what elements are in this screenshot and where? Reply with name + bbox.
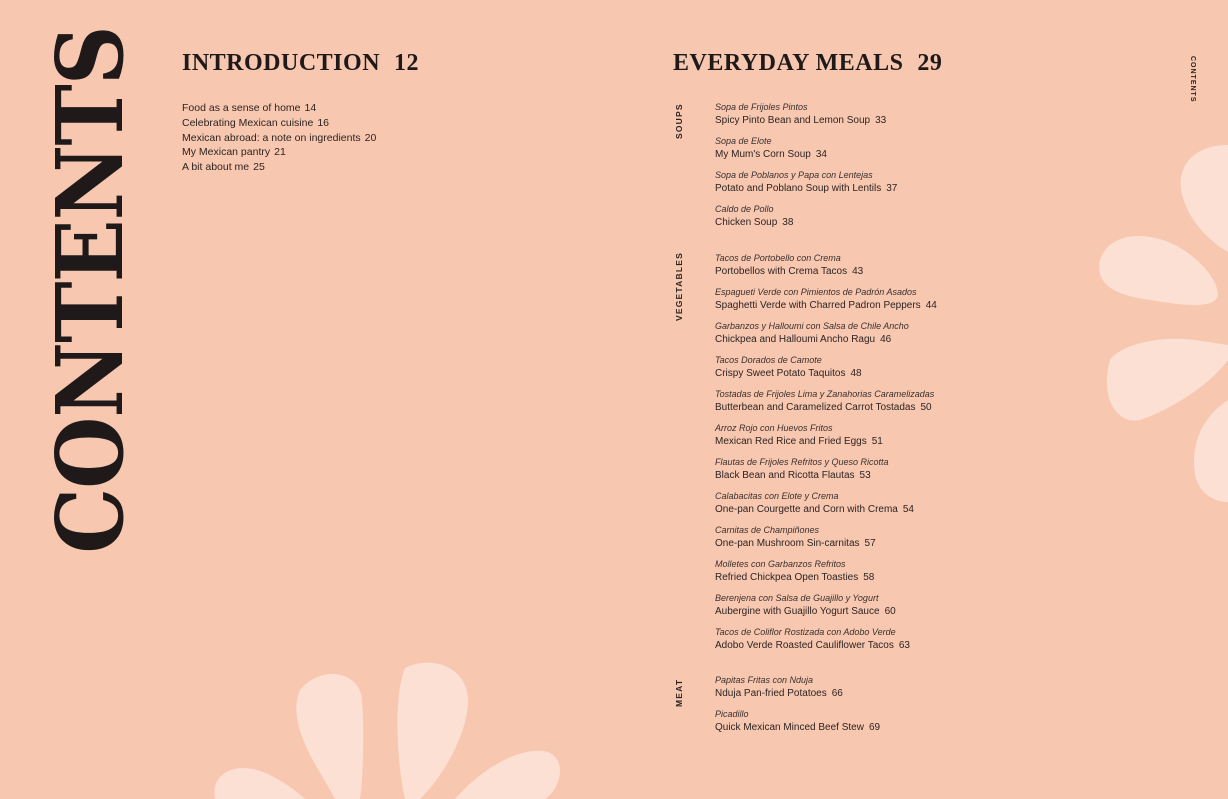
toc-item[interactable]: A bit about me 25 <box>182 161 265 174</box>
introduction-list <box>182 101 376 175</box>
running-head: CONTENTS <box>1189 56 1196 103</box>
introduction-heading: INTRODUCTION 12 <box>182 50 420 76</box>
category-label-vegetables: VEGETABLES <box>674 252 684 321</box>
recipe-item[interactable]: Garbanzos y Halloumi con Salsa de Chile Ancho Chickpea and Halloumi Ancho Ragu 46 <box>715 321 909 345</box>
recipe-item[interactable]: Espagueti Verde con Pimientos de Padrón Asados Spaghetti Verde with Charred Padron Peppers 44 <box>715 287 937 311</box>
recipe-item[interactable]: Tacos Dorados de Camote Crispy Sweet Potato Taquitos 48 <box>715 355 862 379</box>
toc-item[interactable]: Celebrating Mexican cuisine 16 <box>182 116 330 129</box>
everyday-meals-page: 29 <box>917 50 943 76</box>
recipe-item[interactable]: Tacos de Portobello con Crema Portobellos with Crema Tacos 43 <box>715 253 864 277</box>
recipe-item[interactable]: Tostadas de Frijoles Lima y Zanahorias Caramelizadas Butterbean and Caramelized Carrot Tostadas 50 <box>715 389 935 413</box>
toc-item[interactable]: Mexican abroad: a note on ingredients 20 <box>182 131 377 144</box>
everyday-meals-heading: EVERYDAY MEALS 29 <box>673 50 943 76</box>
toc-item[interactable]: My Mexican pantry 21 <box>182 146 286 159</box>
recipe-item[interactable]: Molletes con Garbanzos Refritos Refried Chickpea Open Toasties 58 <box>715 559 875 583</box>
toc-item[interactable]: Food as a sense of home 14 <box>182 102 317 114</box>
category-label-soups: SOUPS <box>674 103 684 139</box>
recipe-item[interactable]: Sopa de Poblanos y Papa con Lentejas Potato and Poblano Soup with Lentils 37 <box>715 170 898 194</box>
recipe-item[interactable]: Sopa de Elote My Mum's Corn Soup 34 <box>715 136 827 160</box>
recipe-item[interactable]: Calabacitas con Elote y Crema One-pan Courgette and Corn with Crema 54 <box>715 491 914 515</box>
recipe-item[interactable]: Picadillo Quick Mexican Minced Beef Stew 69 <box>715 709 881 733</box>
recipe-item[interactable]: Sopa de Frijoles Pintos Spicy Pinto Bean and Lemon Soup 33 <box>715 102 887 126</box>
category-label-meat: MEAT <box>674 678 684 707</box>
recipe-item[interactable]: Carnitas de Champiñones One-pan Mushroom Sin-carnitas 57 <box>715 525 876 549</box>
contents-title: CONTENTS <box>36 26 144 554</box>
recipe-item[interactable]: Flautas de Frijoles Refritos y Queso Ricotta Black Bean and Ricotta Flautas 53 <box>715 457 889 481</box>
recipe-item[interactable]: Berenjena con Salsa de Guajillo y Yogurt Aubergine with Guajillo Yogurt Sauce 60 <box>715 593 896 617</box>
recipe-item[interactable]: Caldo de Pollo Chicken Soup 38 <box>715 204 794 228</box>
recipe-item[interactable]: Papitas Fritas con Nduja Nduja Pan-fried Potatoes 66 <box>715 675 843 699</box>
recipe-item[interactable]: Arroz Rojo con Huevos Fritos Mexican Red Rice and Fried Eggs 51 <box>715 423 883 447</box>
recipe-item[interactable]: Tacos de Coliflor Rostizada con Adobo Verde Adobo Verde Roasted Cauliflower Tacos 63 <box>715 627 910 651</box>
introduction-page: 12 <box>394 50 420 76</box>
